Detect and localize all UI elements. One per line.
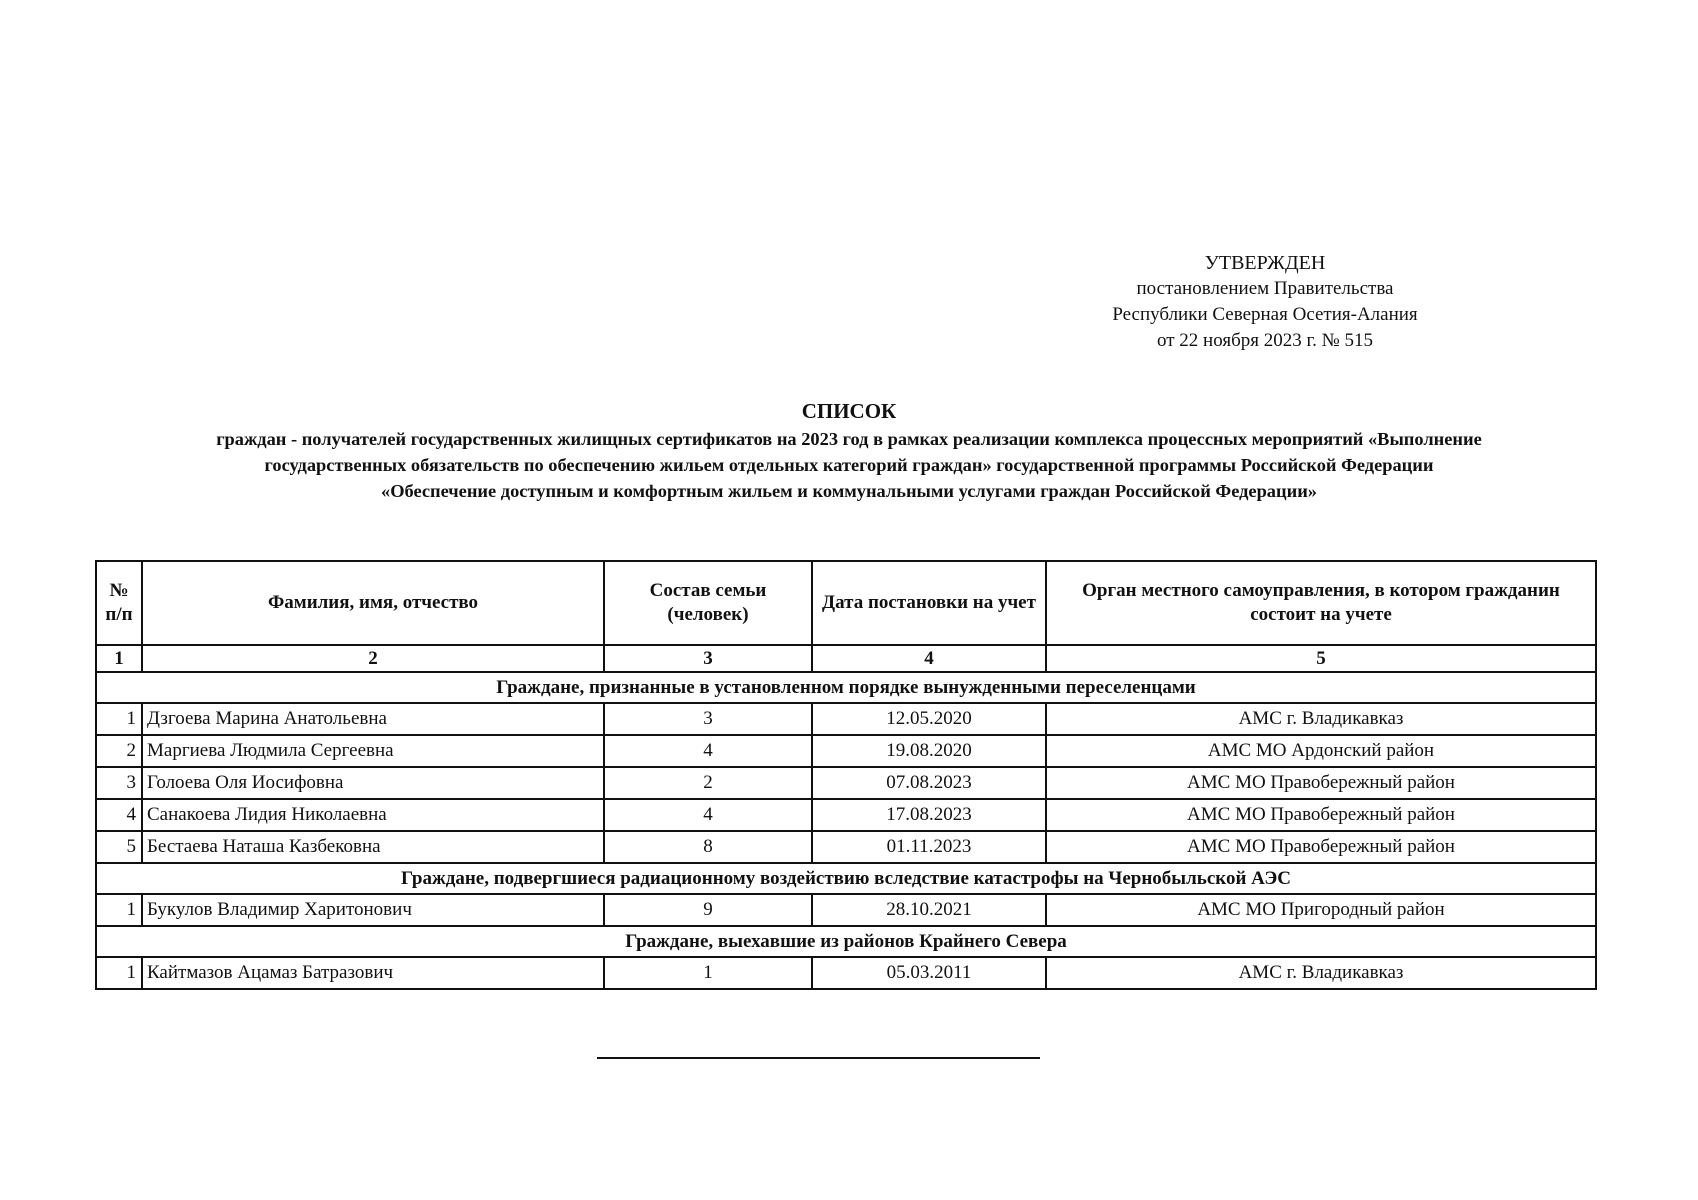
section-title: Граждане, признанные в установленном порядке вынужденными переселенцами (96, 672, 1596, 703)
column-number: 2 (142, 645, 604, 672)
local-authority: АМС МО Пригородный район (1046, 894, 1596, 926)
table-row (96, 799, 1596, 831)
document-title: СПИСОК (801, 399, 897, 423)
local-authority: АМС г. Владикавказ (1046, 957, 1596, 989)
header-full-name: Фамилия, имя, отчество (142, 561, 604, 645)
approval-heading: УТВЕРЖДЕН (1204, 252, 1326, 274)
table-row (96, 767, 1596, 799)
local-authority: АМС г. Владикавказ (1046, 703, 1596, 735)
citizen-name: Маргиева Людмила Сергеевна (142, 735, 604, 767)
header-family-size: Состав семьи (человек) (604, 561, 812, 645)
table-row (96, 703, 1596, 735)
family-size: 1 (604, 957, 812, 989)
column-number: 1 (96, 645, 142, 672)
table-header-row (96, 561, 1596, 645)
local-authority: АМС МО Правобережный район (1046, 831, 1596, 863)
citizen-name: Дзгоева Марина Анатольевна (142, 703, 604, 735)
row-number: 1 (96, 894, 142, 926)
local-authority: АМС МО Правобережный район (1046, 767, 1596, 799)
registration-date: 19.08.2020 (812, 735, 1046, 767)
citizen-name: Кайтмазов Ацамаз Батразович (142, 957, 604, 989)
citizen-name: Санакоева Лидия Николаевна (142, 799, 604, 831)
registration-date: 01.11.2023 (812, 831, 1046, 863)
family-size: 4 (604, 799, 812, 831)
section-row (96, 672, 1596, 703)
subtitle-line-2: государственных обязательств по обеспечению жильем отдельных категорий граждан» государственной программы Российской Федерации (264, 455, 1434, 475)
registration-date: 28.10.2021 (812, 894, 1046, 926)
table-row (96, 735, 1596, 767)
family-size: 4 (604, 735, 812, 767)
subtitle-line-1: граждан - получателей государственных жилищных сертификатов на 2023 год в рамках реализации комплекса процессных мероприятий «Выполнение (216, 429, 1482, 449)
column-number: 5 (1046, 645, 1596, 672)
table-row (96, 894, 1596, 926)
section-title: Граждане, подвергшиеся радиационному воздействию вследствие катастрофы на Чернобыльской АЭС (96, 863, 1596, 894)
recipients-table (95, 560, 1597, 990)
document-subtitle (105, 426, 1593, 504)
row-number: 5 (96, 831, 142, 863)
row-number: 3 (96, 767, 142, 799)
column-number: 4 (812, 645, 1046, 672)
header-local-authority: Орган местного самоуправления, в котором гражданин состоит на учете (1046, 561, 1596, 645)
header-number: № п/п (96, 561, 142, 645)
local-authority: АМС МО Правобережный район (1046, 799, 1596, 831)
approval-line-2: Республики Северная Осетия-Алания (1112, 304, 1418, 325)
family-size: 8 (604, 831, 812, 863)
family-size: 3 (604, 703, 812, 735)
row-number: 1 (96, 957, 142, 989)
table-row (96, 831, 1596, 863)
citizen-name: Бестаева Наташа Казбековна (142, 831, 604, 863)
registration-date: 12.05.2020 (812, 703, 1046, 735)
approval-line-1: постановлением Правительства (1136, 278, 1394, 299)
registration-date: 17.08.2023 (812, 799, 1046, 831)
local-authority: АМС МО Ардонский район (1046, 735, 1596, 767)
approval-line-3: от 22 ноября 2023 г. № 515 (1156, 330, 1374, 351)
section-title: Граждане, выехавшие из районов Крайнего Севера (96, 926, 1596, 957)
citizen-name: Голоева Оля Иосифовна (142, 767, 604, 799)
column-number: 3 (604, 645, 812, 672)
section-row (96, 926, 1596, 957)
row-number: 1 (96, 703, 142, 735)
citizen-name: Букулов Владимир Харитонович (142, 894, 604, 926)
closing-divider (597, 1057, 1040, 1059)
family-size: 9 (604, 894, 812, 926)
row-number: 2 (96, 735, 142, 767)
table-row (96, 957, 1596, 989)
registration-date: 07.08.2023 (812, 767, 1046, 799)
column-number-row (96, 645, 1596, 672)
row-number: 4 (96, 799, 142, 831)
approval-stamp (1100, 250, 1430, 354)
subtitle-line-3: «Обеспечение доступным и комфортным жильем и коммунальными услугами граждан Российской Федерации» (381, 481, 1317, 501)
family-size: 2 (604, 767, 812, 799)
section-row (96, 863, 1596, 894)
header-registration-date: Дата постановки на учет (812, 561, 1046, 645)
registration-date: 05.03.2011 (812, 957, 1046, 989)
